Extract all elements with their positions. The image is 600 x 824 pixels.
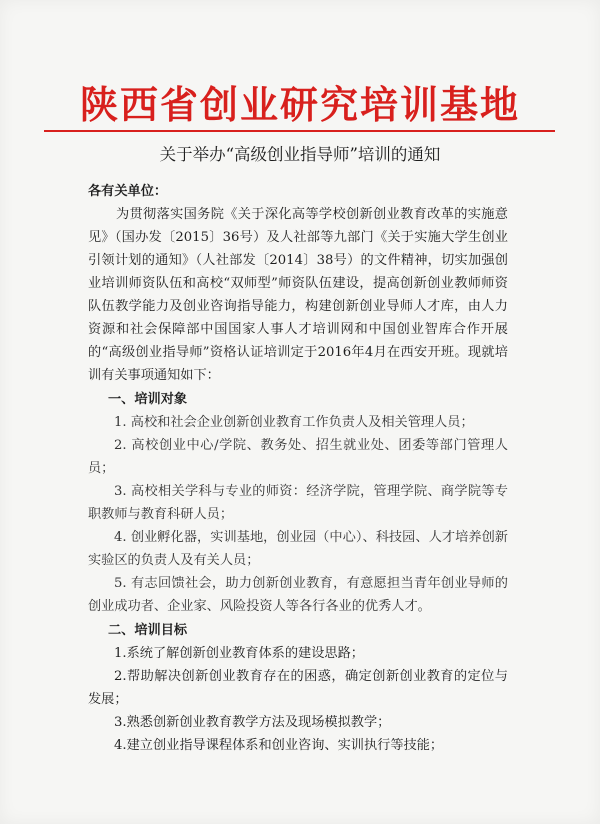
list-item: 1.系统了解创新创业教育体系的建设思路；: [114, 646, 364, 661]
list-item: 2.帮助解决创新创业教育存在的困惑，确定创新创业教育的定位与发展；: [88, 669, 508, 707]
section-heading-participants: 一、培训对象: [108, 392, 188, 407]
salutation: 各有关单位：: [88, 184, 168, 199]
list-item: 2. 高校创业中心/学院、教务处、招生就业处、团委等部门管理人员；: [88, 438, 508, 476]
list-item: 5. 有志回馈社会，助力创新创业教育，有意愿担当青年创业导师的创业成功者、企业家、风险投资人等各行各业的优秀人才。: [88, 576, 508, 614]
list-item: 3.熟悉创新创业教育教学方法及现场模拟教学；: [114, 715, 391, 730]
list-item: 4.建立创业指导课程体系和创业咨询、实训执行等技能；: [114, 738, 444, 753]
letterhead-rule: [44, 130, 555, 132]
section-heading-goals: 二、培训目标: [108, 623, 188, 638]
list-item: 1. 高校和社会企业创新创业教育工作负责人及相关管理人员；: [114, 415, 474, 430]
letterhead-title: 陕西省创业研究培训基地: [79, 83, 520, 127]
list-item: 3. 高校相关学科与专业的师资：经济学院，管理学院、商学院等专职教师与教育科研人员；: [88, 484, 508, 522]
intro-paragraph: 为贯彻落实国务院《关于深化高等学校创新创业教育改革的实施意见》（国办发〔2015〕36号）及人社部等九部门《关于实施大学生创业引领计划的通知》（人社部发〔2014〕38号）的文件精神，切实加强创业培训师资队伍和高校“双师型”师资队伍建设，提高创新创业教师师资队伍教学能力及创业咨询指导能力，构建创新创业导师人才库，由人力资源和社会保障部中国国家人事人才培训网和中国创业智库合作开展的“高级创业指导师”资格认证培训定于2016年4月在西安开班。现就培训有关事项通知如下：: [88, 207, 508, 383]
document-body: [88, 180, 508, 757]
list-item: 4. 创业孵化器，实训基地，创业园（中心）、科技园、人才培养创新实验区的负责人及有关人员；: [88, 530, 508, 568]
notice-title: 关于举办“高级创业指导师”培训的通知: [159, 145, 441, 164]
